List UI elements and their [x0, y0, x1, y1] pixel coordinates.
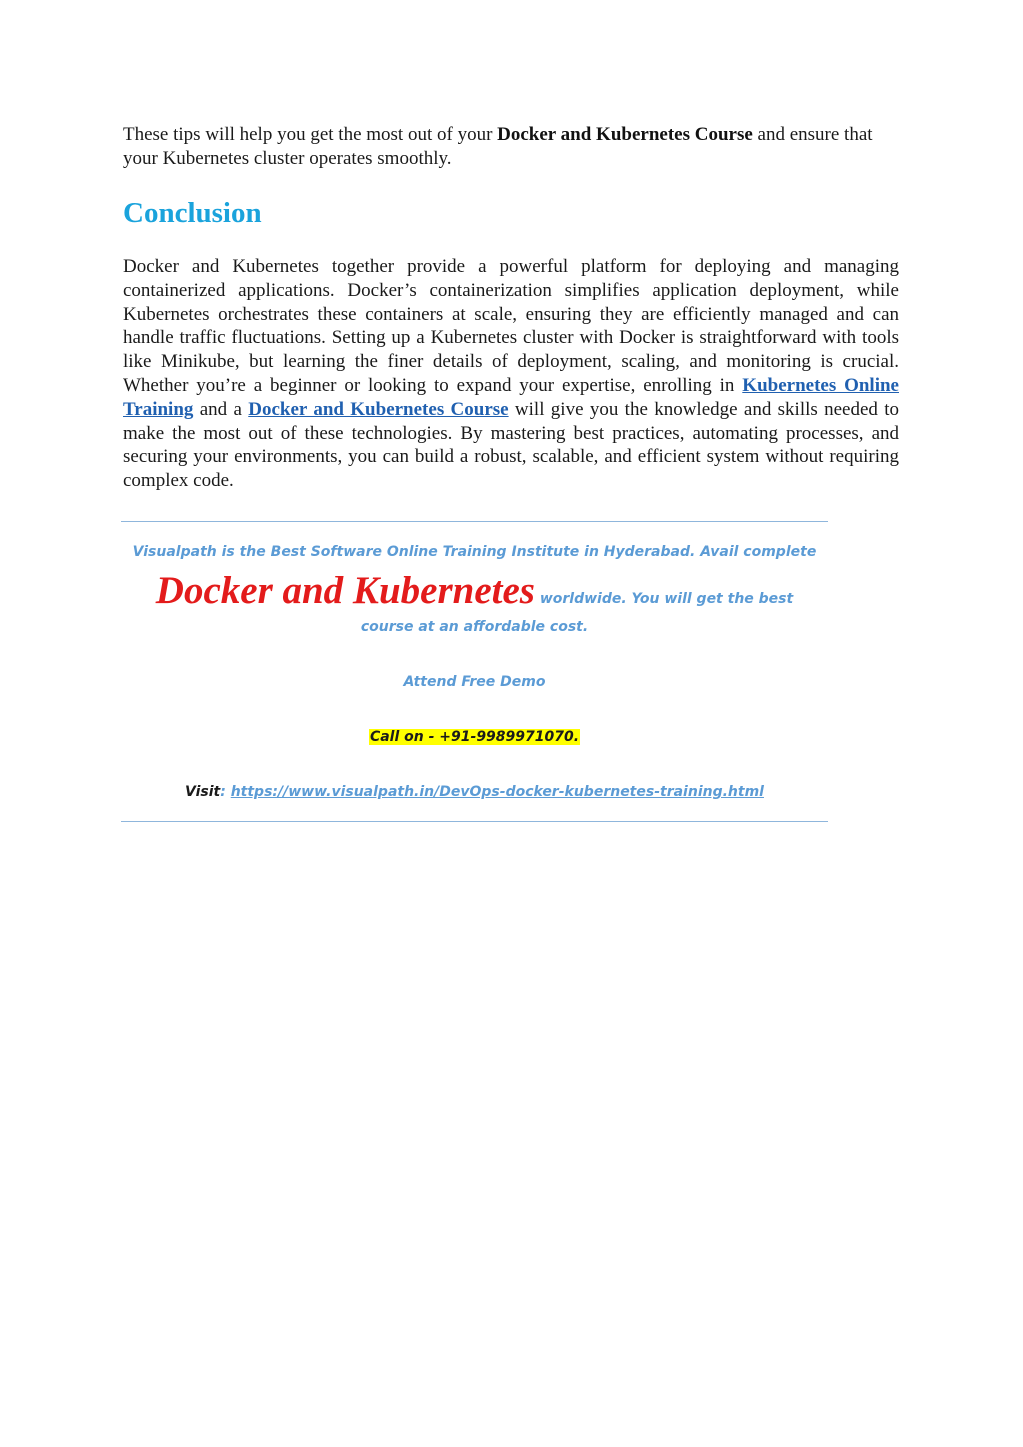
phone-highlight: Call on - +91-9989971070.	[369, 729, 580, 745]
intro-text-before: These tips will help you get the most out of your	[123, 124, 498, 145]
visit-separator: :	[220, 784, 231, 800]
visit-label: Visit	[185, 784, 221, 800]
promo-bottom-divider	[121, 821, 828, 822]
promo-line-1: Visualpath is the Best Software Online Training Institute in Hyderabad. Avail complete	[132, 544, 817, 560]
intro-course-name: Docker and Kubernetes Course	[497, 124, 753, 145]
conclusion-text-part3: will give you the knowledge and skills needed to make the most out of these technologies. By mastering best practices, automating processes, and securing your environments, you can build a robust, scalable, and efficient system without requiring complex code.	[123, 398, 900, 492]
intro-text-after: and ensure that your Kubernetes cluster operates smoothly.	[123, 124, 873, 169]
call-line	[121, 727, 828, 747]
visit-url-link[interactable]: https://www.visualpath.in/DevOps-docker-kubernetes-training.html	[230, 784, 764, 800]
promo-course-title: Docker and Kubernetes	[155, 569, 535, 612]
attend-free-demo: Attend Free Demo	[403, 674, 546, 690]
visit-line	[121, 782, 828, 802]
conclusion-paragraph	[123, 255, 899, 493]
promo-line-2	[121, 568, 828, 622]
conclusion-text-part1: Docker and Kubernetes together provide a powerful platform for deploying and managing containerized applications. Docker’s containerization simplifies application deployment, while Kubernetes orchestrates these containers at scale, ensuring they are efficiently managed and can handle traffic fluctuations. Setting up a Kubernetes cluster with Docker is straightforward with tools like Minikube, but learning the finer details of deployment, scaling, and monitoring is crucial. Whether you’re a beginner or looking to expand your expertise, enrolling in	[123, 256, 899, 396]
docker-kubernetes-course-link[interactable]: Docker and Kubernetes Course	[248, 398, 509, 420]
promo-line-3: course at an affordable cost.	[360, 619, 589, 635]
intro-paragraph	[123, 123, 899, 171]
promo-top-divider	[121, 521, 828, 522]
conclusion-heading: Conclusion	[123, 197, 262, 229]
kubernetes-online-training-link[interactable]: Kubernetes Online Training	[123, 374, 899, 420]
promo-line-2-text: worldwide. You will get the best	[534, 591, 794, 607]
conclusion-text-part2: and a	[193, 398, 249, 420]
